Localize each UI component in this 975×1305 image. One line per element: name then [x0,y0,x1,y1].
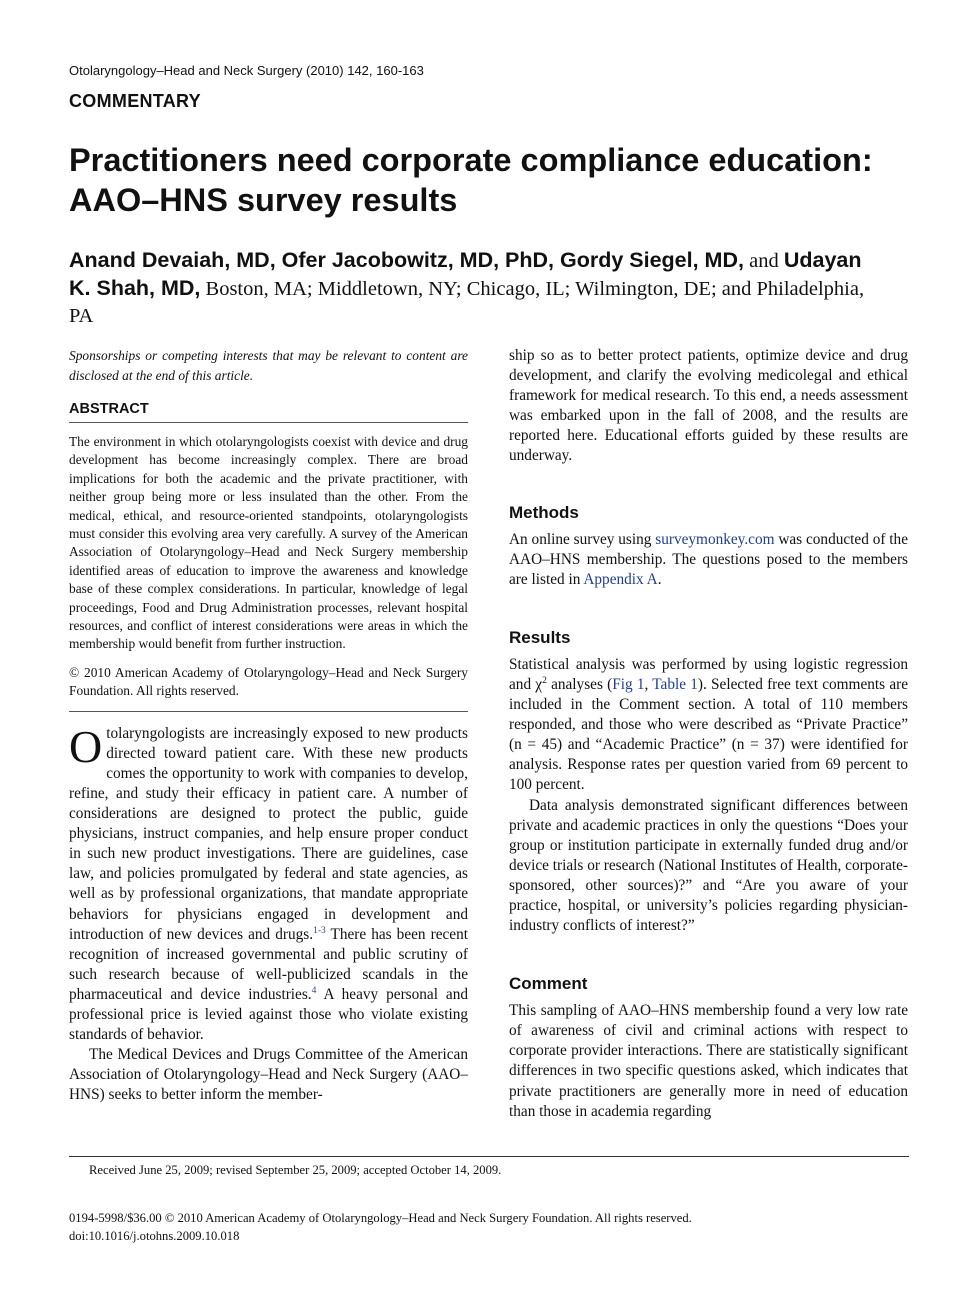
methods-text-a: An online survey using [509,530,656,548]
surveymonkey-link[interactable]: surveymonkey.com [655,530,775,548]
methods-text-c: . [657,570,662,588]
author-names-1: Anand Devaiah, MD, Ofer Jacobowitz, MD, PhD, Gordy Siegel, MD, [69,248,744,272]
disclosure-note: Sponsorships or competing interests that may be relevant to content are disclosed at the end of this article. [69,348,468,383]
methods-heading: Methods [509,502,579,522]
results-heading: Results [509,627,571,647]
intro-paragraph [69,720,468,1046]
results-separator: , [644,675,653,693]
results-text-a: Statistical analysis was performed by using logistic regression and χ [509,655,908,693]
results-text-b: analyses ( [546,675,613,693]
methods-paragraph [509,530,908,590]
appendix-a-link[interactable]: Appendix A [583,570,658,588]
intro-text-b: There has been recent recognition of increased governmental and public scrutiny of such research because of well-publicized scandals in the pharmaceutical and device industries. [69,925,468,1003]
left-column [69,346,468,1105]
article-title: Practitioners need corporate compliance education: AAO–HNS survey results [69,142,873,218]
chi-square-exponent: 2 [542,675,547,686]
drop-cap: O [69,720,103,772]
comment-heading: Comment [509,974,588,994]
reference-link-4[interactable]: 4 [311,985,317,996]
issn-line: 0194-5998/$36.00 © 2010 American Academy of Otolaryngology–Head and Neck Surgery Foundation. All rights reserved. [69,1211,692,1225]
author-list [69,247,879,330]
author-and: and [743,250,784,272]
results-paragraph [509,655,908,796]
journal-citation: Otolaryngology–Head and Neck Surgery (2010) 142, 160-163 [69,63,424,78]
fig-1-link[interactable]: Fig 1 [612,675,645,693]
continued-paragraph: ship so as to better protect patients, optimize device and drug development, and clarify the evolving medicolegal and ethical framework for medical research. To this end, a needs assessment was embarked upon in the fall of 2008, and the results are reported here. Educational efforts guided by these results are underway. [509,347,908,465]
right-column [509,346,908,1122]
abstract-copyright: © 2010 American Academy of Otolaryngology–Head and Neck Surgery Foundation. All rights reserved. [69,664,468,712]
intro-text-a: tolaryngologists are increasingly exposed to new products directed toward patient care. With these new products comes the opportunity to work with companies to develop, refine, and study their efficacy in patient care. A number of considerations are designed to protect the public, guide physicians, instruct companies, and help ensure proper conduct in such new product investigations. There are guidelines, case law, and policies promulgated by federal and state agencies, as well as by professional organizations, that mandate appropriate behaviors for physicians engaged in development and introduction of new devices and drugs. [69,724,468,943]
author-locations: Boston, MA; Middletown, NY; Chicago, IL; Wilmington, DE; and Philadelphia, PA [69,278,865,327]
intro-paragraph-2: The Medical Devices and Drugs Committee of the American Association of Otolaryngology–Head and Neck Surgery (AAO–HNS) seeks to better inform the member- [69,1046,468,1104]
methods-text-b: was conducted of the AAO–HNS membership. The questions posed to the members are listed in [509,530,908,588]
intro-text-c: A heavy personal and professional price is levied against those who violate existing standards of behavior. [69,985,468,1044]
author-names-2: Udayan K. Shah, MD, [69,248,862,300]
results-paragraph-2: Data analysis demonstrated significant differences between private and academic practices in only the questions “Does your group or institution participate in externally funded drug and/or device trials or research (National Institutes of Health, corporate-sponsored, other sources)?” and “Are you aware of your practice, hospital, or university’s policies regarding physician-industry conflicts of interest?” [509,796,908,935]
footnote-divider [69,1156,909,1157]
comment-paragraph: This sampling of AAO–HNS membership found a very low rate of awareness of civil and criminal actions with respect to corporate provider interactions. There are statistically significant differences in two specific questions asked, which indicates that private practitioners are generally more in need of education than those in academia regarding [509,1002,908,1120]
table-1-link[interactable]: Table 1 [652,675,698,693]
received-dates: Received June 25, 2009; revised September 25, 2009; accepted October 14, 2009. [89,1163,502,1177]
section-label: COMMENTARY [69,91,201,111]
abstract-text: The environment in which otolaryngologists coexist with device and drug development has become increasingly complex. There are broad implications for both the academic and the private practitioner, with neither group being more or less insulated than the other. From the medical, ethical, and resource-oriented standpoints, otolaryngologists must consider this evolving area very carefully. A survey of the American Association of Otolaryngology–Head and Neck Surgery membership identified areas of education to improve the awareness and knowledge base of these complex considerations. In particular, knowledge of legal proceedings, Food and Drug Administration processes, relevant hospital resources, and conflict of interest considerations were areas in which the membership would benefit from further instruction. [69,434,468,652]
reference-link-1-3[interactable]: 1-3 [313,925,326,936]
results-text-c: ). Selected free text comments are included in the Comment section. A total of 110 members responded, and those who were described as “Private Practice” (n = 45) and “Academic Practice” (n = 37) were identified for analysis. Response rates per question varied from 69 percent to 100 percent. [509,675,908,794]
abstract-heading: ABSTRACT [69,401,468,423]
doi-line[interactable]: doi:10.1016/j.otohns.2009.10.018 [69,1229,240,1243]
